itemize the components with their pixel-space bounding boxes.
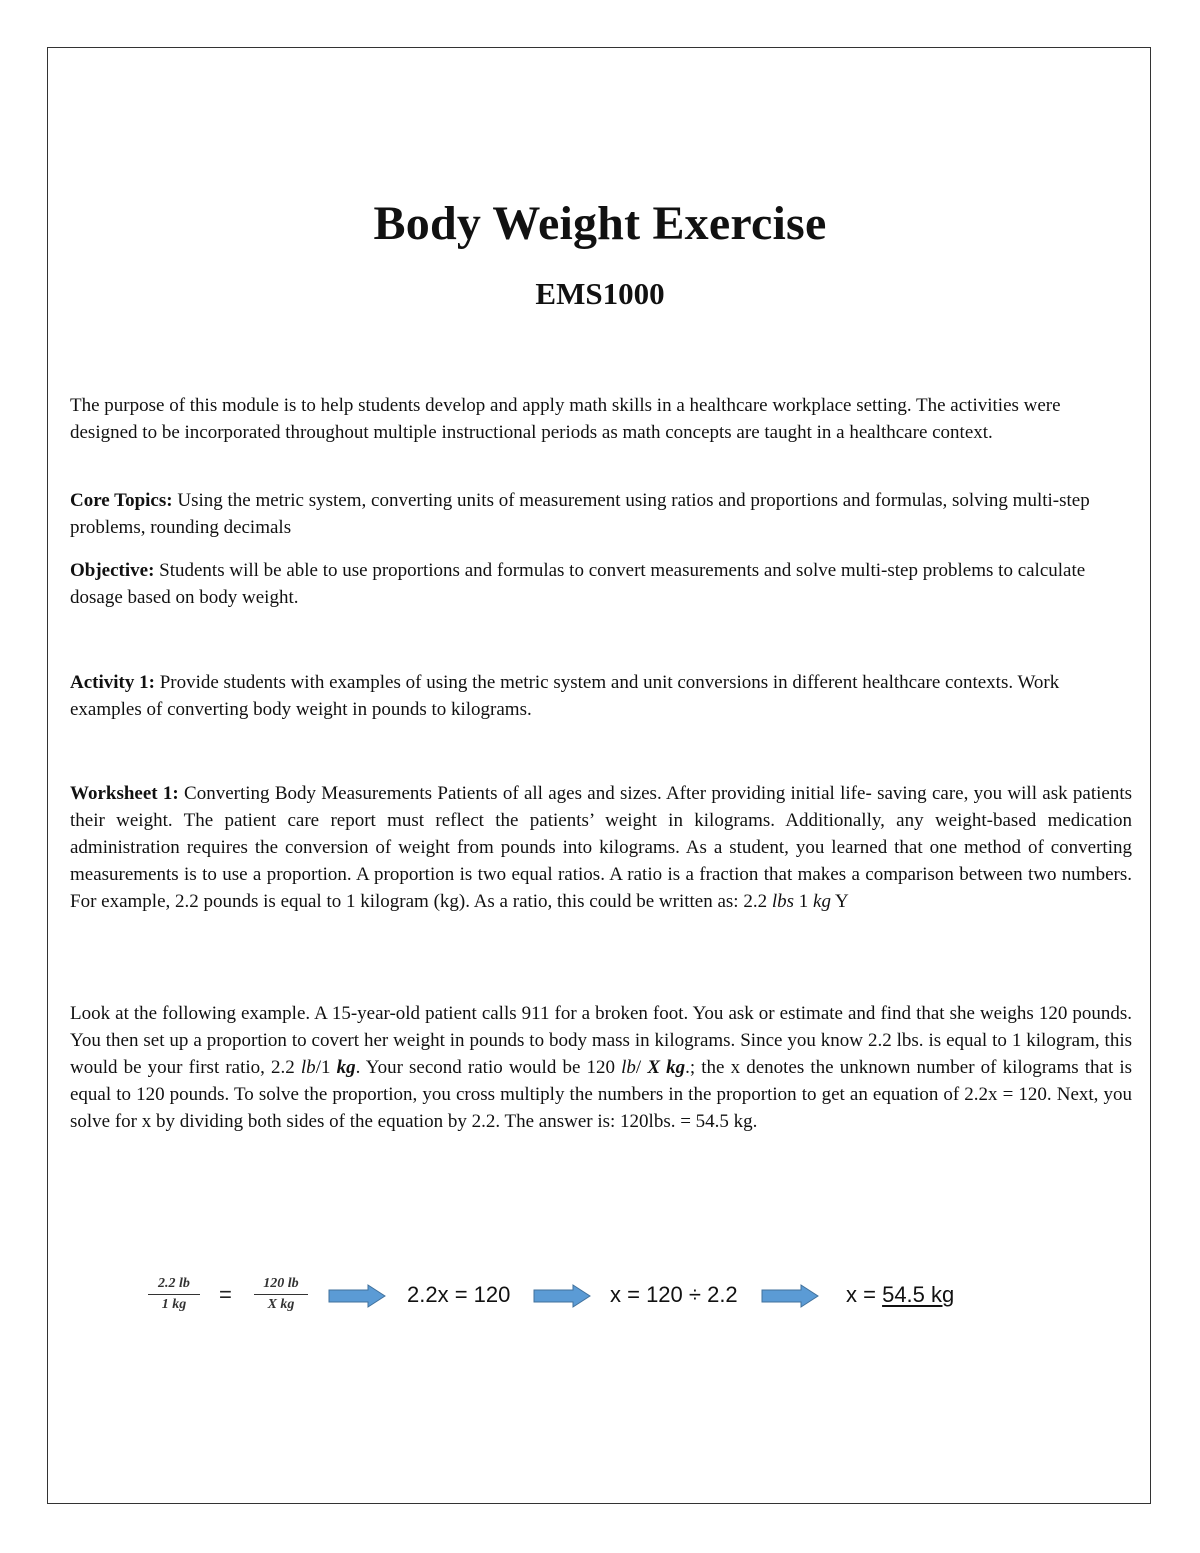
objective-paragraph <box>70 557 1132 611</box>
equation-step-divide: x = 120 ÷ 2.2 <box>610 1282 738 1307</box>
activity1-label: Activity 1: <box>70 672 155 693</box>
fraction-120-pounds <box>254 1276 308 1313</box>
example-math-lb-2: lb <box>621 1057 636 1078</box>
fraction-pounds-per-kg <box>148 1276 200 1313</box>
example-math-xkg: X kg <box>647 1057 686 1078</box>
core-topics-text: Using the metric system, converting units of measurement using ratios and proportions and formulas, solving multi-step problems, rounding decimals <box>70 490 1090 538</box>
worksheet1-paragraph <box>70 780 1132 915</box>
fraction-2-numerator: 120 lb <box>254 1276 308 1295</box>
worksheet1-label: Worksheet 1: <box>70 783 179 804</box>
equals-sign: = <box>219 1282 232 1307</box>
worksheet1-math-kg: kg <box>813 891 831 912</box>
fraction-1-denominator: 1 kg <box>161 1297 187 1312</box>
example-text-2: /1 <box>315 1057 337 1078</box>
worksheet1-mid: 1 <box>794 891 814 912</box>
equation-result <box>846 1282 954 1308</box>
right-arrow-icon <box>533 1284 591 1308</box>
fraction-2-denominator: X kg <box>267 1297 295 1312</box>
activity1-paragraph <box>70 669 1132 723</box>
example-text-1: Look at the following example. A 15-year-old patient calls 911 for a broken foot. You ask or estimate and find that she weighs 120 pounds. You then set up a proportion to covert her weight in pounds to body mass in kilograms. Since you know 2.2 lbs. is equal to 1 kilogram, this would be your first ratio, 2.2 <box>70 1003 1132 1078</box>
document-title: Body Weight Exercise <box>373 197 827 250</box>
intro-text: The purpose of this module is to help students develop and apply math skills in a healthcare workplace setting. The activities were designed to be incorporated throughout multiple instructional periods as math concepts are taught in a healthcare context. <box>70 395 1061 443</box>
example-paragraph <box>70 1000 1132 1135</box>
equation-result-prefix: x = <box>846 1282 883 1307</box>
activity1-text: Provide students with examples of using the metric system and unit conversions in different healthcare contexts. Work examples of converting body weight in pounds to kilograms. <box>70 672 1060 720</box>
equation-answer: 54.5 kg <box>882 1282 955 1307</box>
worksheet1-text: Converting Body Measurements Patients of all ages and sizes. After providing initial life- saving care, you will ask patients their weight. The patient care report must reflect the patients’ weight in kilograms. Additionally, any weight-based medication administration requires the conversion of weight from pounds into kilograms. As a student, you learned that one method of converting measurements is to use a proportion. A proportion is two equal ratios. A ratio is a fraction that makes a comparison between two numbers. For example, 2.2 pounds is equal to 1 kilogram (kg). As a ratio, this could be written as: 2.2 <box>70 783 1132 912</box>
course-code: EMS1000 <box>535 276 665 311</box>
objective-text: Students will be able to use proportions and formulas to convert measurements and solve multi-step problems to calculate dosage based on body weight. <box>70 560 1086 608</box>
core-topics-paragraph <box>70 487 1132 541</box>
conversion-equation <box>148 1274 1048 1324</box>
core-topics-label: Core Topics: <box>70 490 173 511</box>
right-arrow-icon <box>328 1284 386 1308</box>
example-text-5: .; the x denotes the unknown number of kilograms that is equal to 120 pounds. To solve the proportion, you cross multiply the numbers in the proportion to get an equation of 2.2x = 120. Next, you solve for x by dividing both sides of the equation by 2.2. The answer is: 120lbs. = 54.5 kg. <box>70 1057 1133 1132</box>
intro-paragraph <box>70 392 1132 446</box>
example-math-lb-1: lb <box>300 1057 316 1078</box>
equation-step-cross-multiply: 2.2x = 120 <box>407 1282 511 1307</box>
right-arrow-icon <box>761 1284 819 1308</box>
example-text-3: . Your second ratio would be 120 <box>355 1057 622 1078</box>
example-math-kg-1: kg <box>336 1057 356 1078</box>
example-text-4: / <box>635 1057 648 1078</box>
fraction-1-numerator: 2.2 lb <box>148 1276 200 1295</box>
objective-label: Objective: <box>70 560 155 581</box>
worksheet1-math-lbs: lbs <box>771 891 795 912</box>
worksheet1-end: Y <box>830 891 849 912</box>
